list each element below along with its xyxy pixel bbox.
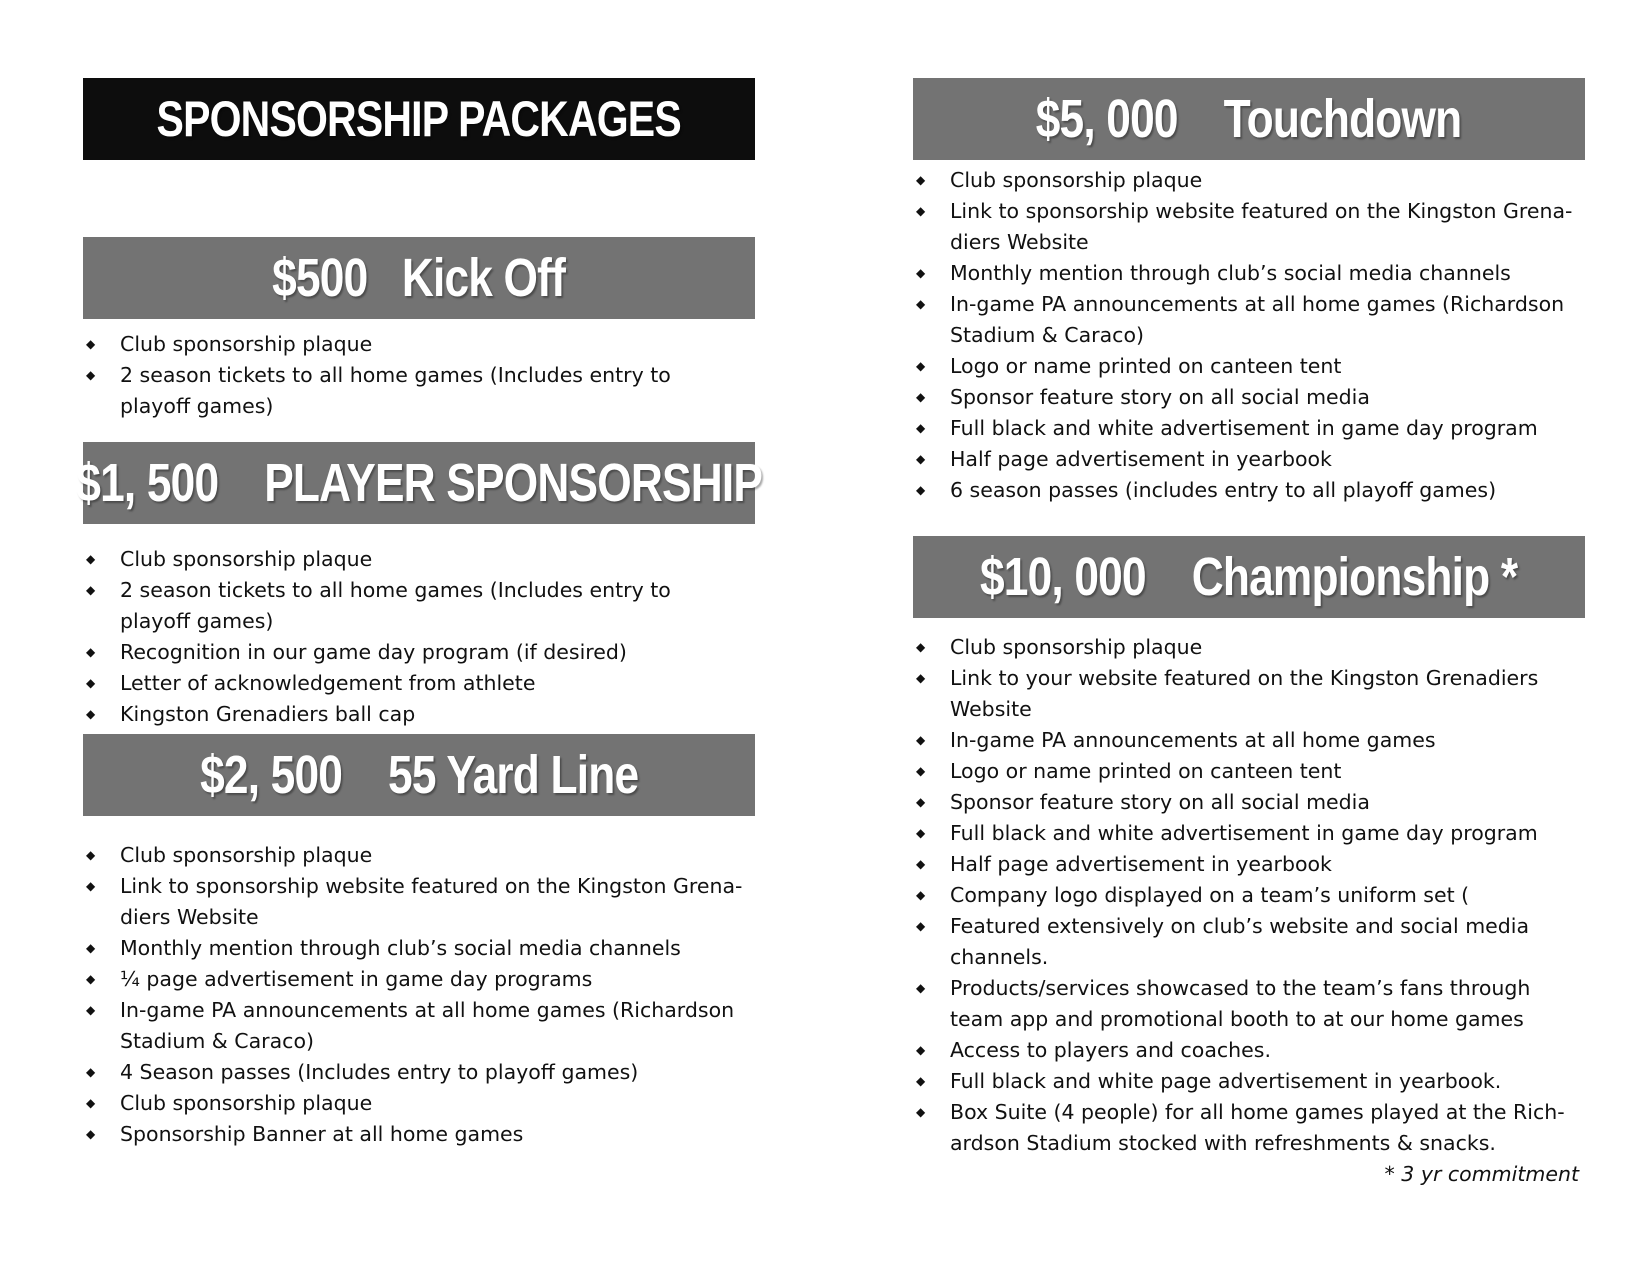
list-item: ◆ Monthly mention through club’s social media channels [913,258,1585,289]
list-item: ◆ 4 Season passes (Includes entry to playoff games) [83,1057,755,1088]
list-item: ◆ Sponsorship Banner at all home games [83,1119,755,1150]
benefit-list [913,165,1585,506]
list-item: ◆ In-game PA announcements at all home games (Richardson Stadium & Caraco) [913,289,1585,351]
list-item: ◆ Logo or name printed on canteen tent [913,351,1585,382]
list-item: ◆ Sponsor feature story on all social media [913,382,1585,413]
list-item: ◆ Access to players and coaches. [913,1035,1585,1066]
list-item: ◆ 6 season passes (includes entry to all playoff games) [913,475,1585,506]
list-item: ◆ In-game PA announcements at all home games (Richardson Stadium & Caraco) [83,995,755,1057]
package-55-yard-line [83,734,755,1150]
list-item: ◆ Recognition in our game day program (if desired) [83,637,755,668]
list-item: ◆ ¼ page advertisement in game day programs [83,964,755,995]
list-item: ◆ Full black and white page advertisement in yearbook. [913,1066,1585,1097]
benefit-list [83,840,755,1150]
list-item: ◆ Club sponsorship plaque [83,840,755,871]
list-item: ◆ Club sponsorship plaque [913,165,1585,196]
list-item: ◆ Club sponsorship plaque [913,632,1585,663]
list-item: ◆ Half page advertisement in yearbook [913,849,1585,880]
list-item: ◆ In-game PA announcements at all home games [913,725,1585,756]
list-item: ◆ Full black and white advertisement in game day program [913,818,1585,849]
right-column [913,78,1585,1190]
benefit-list [913,632,1585,1159]
list-item: ◆ Monthly mention through club’s social media channels [83,933,755,964]
list-item: ◆ Link to sponsorship website featured on the Kingston Grena-diers Website [83,871,755,933]
list-item: ◆ Club sponsorship plaque [83,329,755,360]
package-championship [913,536,1585,1190]
list-item: ◆ Company logo displayed on a team’s uniform set ( [913,880,1585,911]
list-item: ◆ Letter of acknowledgement from athlete [83,668,755,699]
list-item: ◆ Logo or name printed on canteen tent [913,756,1585,787]
package-heading: $10, 000 Championship * [913,536,1585,618]
package-player-sponsorship [76,442,762,730]
package-kick-off [83,237,755,422]
benefit-list [83,329,755,422]
list-item: ◆ 2 season tickets to all home games (Includes entry to playoff games) [83,360,755,422]
list-item: ◆ Half page advertisement in yearbook [913,444,1585,475]
package-heading: $1, 500 PLAYER SPONSORSHIP [83,442,755,524]
list-item: ◆ Club sponsorship plaque [83,544,755,575]
list-item: ◆ Link to sponsorship website featured on the Kingston Grena-diers Website [913,196,1585,258]
list-item: ◆ Products/services showcased to the team’s fans through team app and promotional booth to at our home games [913,973,1585,1035]
list-item: ◆ 2 season tickets to all home games (Includes entry to playoff games) [83,575,755,637]
list-item: ◆ Sponsor feature story on all social media [913,787,1585,818]
package-touchdown [913,78,1585,506]
package-heading: $500 Kick Off [83,237,755,319]
package-heading: $5, 000 Touchdown [913,78,1585,160]
left-column [76,78,762,1150]
list-item: ◆ Box Suite (4 people) for all home games played at the Rich-ardson Stadium stocked with refreshments & snacks. [913,1097,1585,1159]
page-title: SPONSORSHIP PACKAGES [83,78,755,160]
benefit-list [83,544,755,730]
commitment-note: * 3 yr commitment [1384,1162,1579,1186]
package-heading: $2, 500 55 Yard Line [83,734,755,816]
list-item: ◆ Full black and white advertisement in game day program [913,413,1585,444]
list-item: ◆ Kingston Grenadiers ball cap [83,699,755,730]
list-item: ◆ Club sponsorship plaque [83,1088,755,1119]
list-item: ◆ Link to your website featured on the Kingston Grenadiers Website [913,663,1585,725]
list-item: ◆ Featured extensively on club’s website and social media channels. [913,911,1585,973]
